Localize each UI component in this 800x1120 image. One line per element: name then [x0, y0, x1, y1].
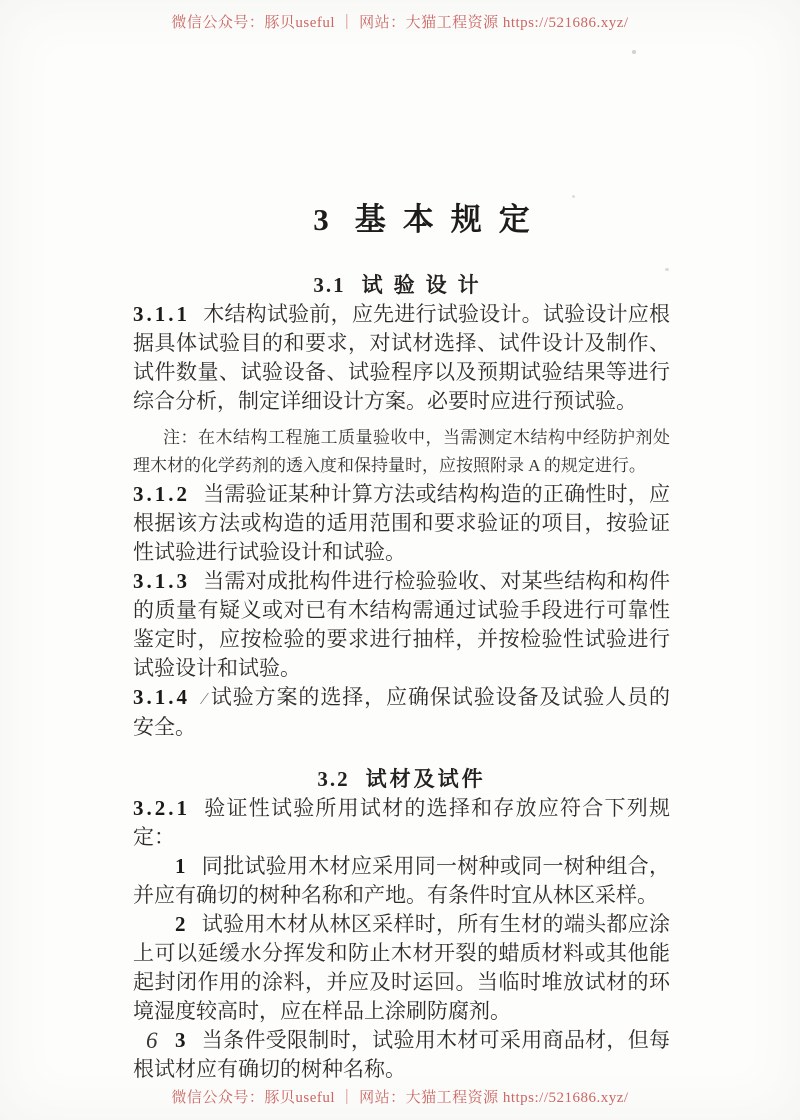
chapter-number: 3: [313, 202, 329, 237]
clause-number: 3.1.1: [133, 302, 190, 326]
scan-speck: [572, 195, 575, 198]
clause-text: 试验方案的选择，应确保试验设备及试验人员的安全。: [133, 685, 670, 739]
section-title-text: 试材及试件: [365, 767, 486, 791]
clause-text: 当需对成批构件进行检验验收、对某些结构和构件的质量有疑义或对已有木结构需通过试验手段进行可靠性鉴定时，应按检验的要求进行抽样，并按检验性试验进行试验设计和试验。: [133, 569, 670, 680]
list-item-1: [133, 852, 670, 910]
clause-3-2-1: [133, 794, 670, 852]
note-text: 在木结构工程施工质量验收中，当需测定木结构中经防护剂处理木材的化学药剂的透入度和保持量时，应按照附录 A 的规定进行。: [133, 428, 670, 475]
item-number: 2: [175, 912, 186, 936]
section-number: 3.1: [313, 273, 346, 297]
item-number: 1: [175, 854, 186, 878]
chapter-title: [30, 199, 800, 241]
clause-3-1-3: [133, 567, 670, 683]
section-number: 3.2: [317, 767, 350, 791]
clause-3-1-1: [133, 300, 670, 416]
list-item-3: [133, 1026, 670, 1084]
page-number: 6: [146, 1028, 158, 1053]
clause-number: 3.1.2: [133, 482, 190, 506]
clause-number: 3.1.3: [133, 569, 190, 593]
item-text: 当条件受限制时，试验用木材可采用商品材，但每根试材应有确切的树种名称。: [133, 1028, 670, 1081]
note-paragraph: [133, 424, 670, 480]
scan-stray-mark: ∕: [203, 689, 206, 708]
body-text-column: [133, 270, 670, 1084]
section-heading-3-2: [133, 764, 670, 794]
clause-3-1-4: [133, 683, 670, 742]
note-label: 注：: [163, 428, 198, 447]
scan-speck: [632, 50, 636, 54]
clause-text: 木结构试验前，应先进行试验设计。试验设计应根据具体试验目的和要求，对试材选择、试件设计及制作、试件数量、试验设备、试验程序以及预期试验结果等进行综合分析，制定详细设计方案。必要时应进行预试验。: [133, 302, 670, 413]
clause-text: 验证性试验所用试材的选择和存放应符合下列规定：: [133, 796, 670, 849]
clause-number: 3.2.1: [133, 796, 190, 820]
list-item-2: [133, 910, 670, 1026]
clause-3-1-2: [133, 480, 670, 567]
footer-watermark: 微信公众号：豚贝useful ｜ 网站：大猫工程资源 https://521686.xyz/: [171, 1090, 629, 1106]
section-heading-3-1: [133, 270, 670, 300]
chapter-title-text: 基本规定: [354, 202, 547, 237]
clause-text: 当需验证某种计算方法或结构构造的正确性时，应根据该方法或构造的适用范围和要求验证的项目，按验证性试验进行试验设计和试验。: [133, 482, 670, 564]
item-text: 试验用木材从林区采样时，所有生材的端头都应涂上可以延缓水分挥发和防止木材开裂的蜡质材料或其他能起封闭作用的涂料，并应及时运回。当临时堆放试材的环境湿度较高时，应在样品上涂刷防腐剂。: [133, 912, 670, 1023]
item-text: 同批试验用木材应采用同一树种或同一树种组合，并应有确切的树种名称和产地。有条件时宜从林区采样。: [133, 854, 670, 907]
item-number: 3: [175, 1028, 186, 1052]
clause-number: 3.1.4: [133, 685, 190, 709]
header-watermark: 微信公众号：豚贝useful ｜ 网站：大猫工程资源 https://521686.xyz/: [171, 15, 629, 31]
section-title-text: 试验设计: [361, 273, 490, 297]
